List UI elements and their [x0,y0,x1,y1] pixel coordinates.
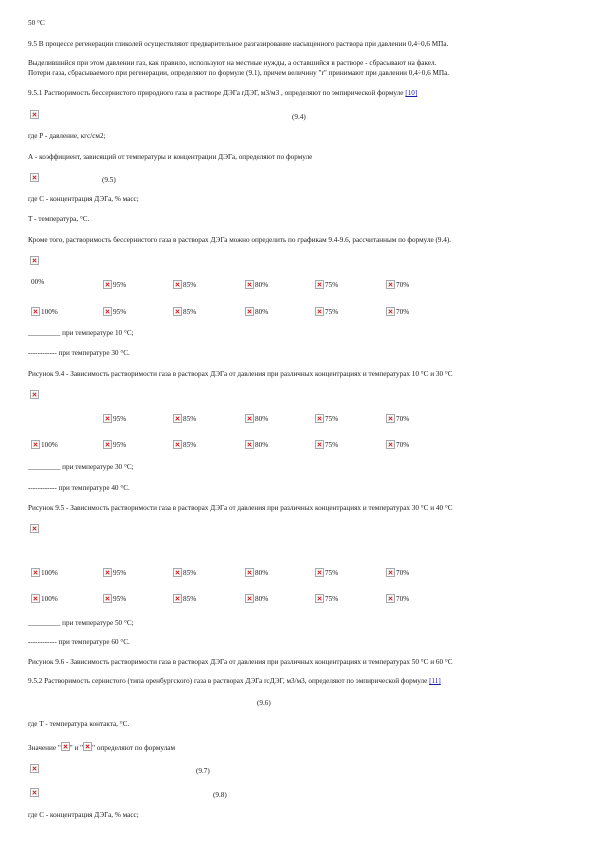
broken-image-icon [103,568,112,577]
broken-image-icon [31,307,40,316]
broken-image-icon [30,110,39,119]
chart-label: 95% [103,568,126,580]
broken-image-icon [30,788,39,797]
equation-number-9-8: (9.8) [213,791,227,799]
chart-label: 70% [386,440,409,452]
broken-image-icon [103,280,112,289]
chart-label: 80% [245,280,268,292]
chart-label: 80% [245,307,268,319]
graphs-intro-text: Кроме того, растворимость бессернистого газа в растворах ДЭГа можно определить по графикам 9.4-9.6, рассчитанным по формуле (9.4). [28,236,452,244]
chart-label: 70% [386,568,409,580]
broken-image-icon [315,280,324,289]
legend-50c: _________ при температуре 50 °С; [28,619,134,627]
figure-caption-9-5: Рисунок 9.5 - Зависимость растворимости газа в растворах ДЭГа от давления при различных концентрациях и температурах 30 °С и 40 °С [28,504,453,512]
broken-image-icon [245,280,254,289]
broken-image-icon [83,742,92,751]
chart-label: 85% [173,440,196,452]
chart-label: 95% [103,440,126,452]
chart-label: 75% [315,594,338,606]
chart-label: 100% [31,440,58,452]
chart-label: 100% [31,594,58,606]
broken-image-icon [315,594,324,603]
gas-text-line-1: Выделившийся при этом давлении газ, как правило, используют на местные нужды, а оставшийся в растворе - сбрасывают на факел. [28,59,437,67]
broken-image-icon [386,280,395,289]
legend-30c: _________ при температуре 30 °С; [28,463,134,471]
broken-image-icon [30,390,39,399]
reference-link-10[interactable]: [10] [405,89,418,97]
chart-label: 70% [386,414,409,426]
broken-image-icon [103,594,112,603]
chart-label: 75% [315,440,338,452]
paragraph-9-5-2-text: 9.5.2 Растворимость сернистого (типа оренбургского) газа в растворах ДЭГа rсДЭГ, м3/м3, определяют по эмпирической формуле [28,677,428,685]
gas-text-line-2: Потери газа, сбрасываемого при регенерации, определяют по формуле (9.1), причем величину "r" принимают при давлении 0,4÷0,6 МПа. [28,69,450,77]
equation-number-9-7: (9.7) [196,767,210,775]
legend-30c: ------------ при температуре 30 °С. [28,349,130,357]
coefficient-a-text: А - коэффициент, зависящий от температуры и концентрации ДЭГа, определяют по формуле [28,153,313,161]
temperature-definition: Т - температура, °С. [28,215,90,223]
chart-label: 70% [386,280,409,292]
chart-label: 00% [31,278,45,286]
chart-label: 95% [103,307,126,319]
broken-image-icon [173,280,182,289]
temperature-heading: 50 °С [28,19,45,27]
broken-image-icon [173,568,182,577]
where-temperature: где Т - температура контакта, °С. [28,720,130,728]
figure-caption-9-4: Рисунок 9.4 - Зависимость растворимости газа в растворах ДЭГа от давления при различных концентрациях и температурах 10 °С и 30 °С [28,370,453,378]
chart-label: 100% [31,568,58,580]
where-concentration: где С - концентрация ДЭГа, % масс; [28,811,139,819]
chart-label: 80% [245,594,268,606]
chart-label: 95% [103,414,126,426]
broken-image-icon [30,764,39,773]
broken-image-icon [386,414,395,423]
broken-image-icon [386,440,395,449]
broken-image-icon [173,307,182,316]
broken-image-icon [30,524,39,533]
broken-image-icon [103,414,112,423]
broken-image-icon [315,414,324,423]
broken-image-icon [386,307,395,316]
broken-image-icon [103,307,112,316]
chart-label: 85% [173,307,196,319]
equation-number-9-4: (9.4) [292,113,306,121]
broken-image-icon [31,440,40,449]
figure-caption-9-6: Рисунок 9.6 - Зависимость растворимости газа в растворах ДЭГа от давления при различных концентрациях и температурах 50 °С и 60 °С [28,658,453,666]
chart-label: 70% [386,594,409,606]
broken-image-icon [315,568,324,577]
broken-image-icon [173,594,182,603]
legend-10c: _________ при температуре 10 °С; [28,329,134,337]
chart-label: 85% [173,280,196,292]
broken-image-icon [245,440,254,449]
broken-image-icon [31,568,40,577]
chart-label: 95% [103,280,126,292]
legend-60c: ------------ при температуре 60 °С. [28,638,130,646]
chart-label: 75% [315,414,338,426]
broken-image-icon [386,568,395,577]
chart-label: 100% [31,307,58,319]
chart-label: 80% [245,414,268,426]
chart-label: 85% [173,414,196,426]
equation-number-9-6: (9.6) [257,699,271,707]
chart-label: 80% [245,568,268,580]
broken-image-icon [245,307,254,316]
broken-image-icon [315,307,324,316]
broken-image-icon [315,440,324,449]
paragraph-9-5-1 [28,89,417,98]
paragraph-9-5-2 [28,677,441,686]
values-definition: Значение " " и " " определяют по формулам [28,744,176,752]
broken-image-icon [30,173,39,182]
chart-label: 85% [173,568,196,580]
chart-label: 75% [315,280,338,292]
broken-image-icon [173,414,182,423]
broken-image-icon [103,440,112,449]
chart-label: 70% [386,307,409,319]
paragraph-9-5-1-text: 9.5.1 Растворимость бессернистого природного газа в растворе ДЭГа rДЭГ, м3/м3 , определяют по эмпирической формуле [28,89,404,97]
chart-label: 75% [315,568,338,580]
broken-image-icon [245,568,254,577]
broken-image-icon [173,440,182,449]
broken-image-icon [61,742,70,751]
broken-image-icon [245,414,254,423]
paragraph-9-5: 9.5 В процессе регенерации гликолей осуществляют предварительное разгазирование насыщенного раствора при давлении 0,4÷0,6 МПа. [28,40,449,48]
broken-image-icon [245,594,254,603]
chart-label: 80% [245,440,268,452]
broken-image-icon [31,594,40,603]
chart-label: 85% [173,594,196,606]
equation-number-9-5: (9.5) [102,176,116,184]
broken-image-icon [30,256,39,265]
reference-link-11[interactable]: [11] [429,677,441,685]
where-concentration: где С - концентрация ДЭГа, % масс; [28,195,139,203]
chart-label: 75% [315,307,338,319]
chart-label: 95% [103,594,126,606]
where-pressure: где Р - давление, кгс/см2; [28,132,106,140]
broken-image-icon [386,594,395,603]
legend-40c: ------------ при температуре 40 °С. [28,484,130,492]
